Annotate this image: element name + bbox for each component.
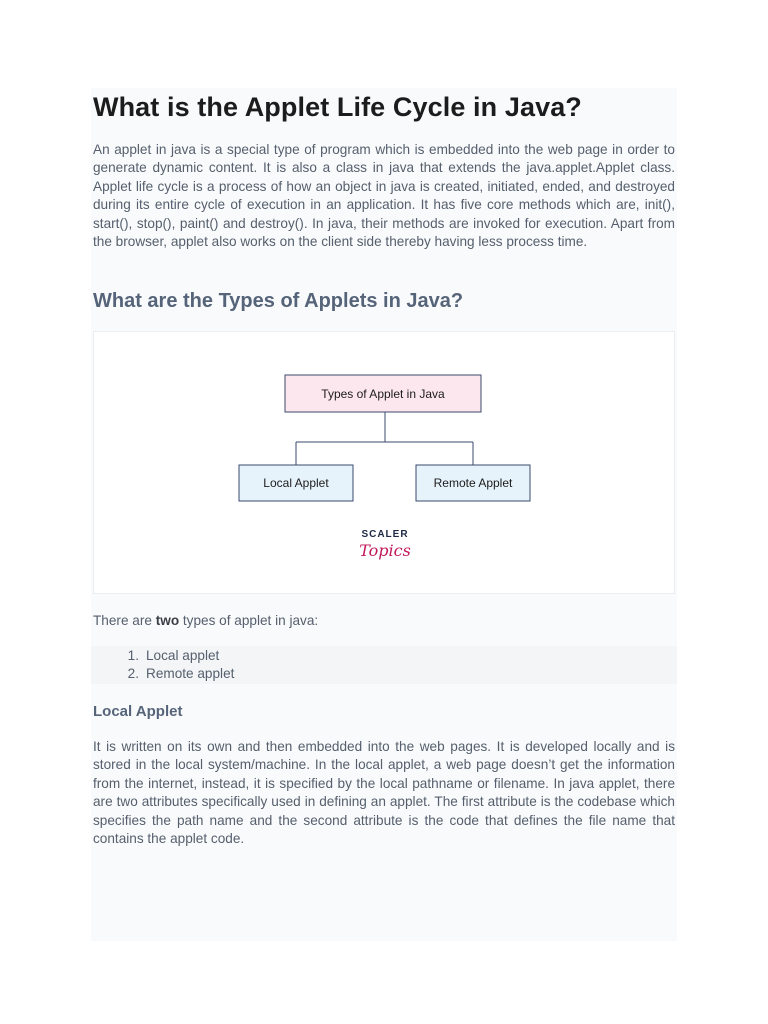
applet-types-diagram [93,331,675,594]
scaler-logo-text: SCALER [361,529,409,540]
local-applet-label: Local Applet [263,476,329,490]
list-item [93,665,234,683]
count-emphasis: two [155,613,180,628]
page-title: What is the Applet Life Cycle in Java? [93,92,582,122]
types-lead-text: There are two types of applet in java: [93,613,319,628]
list-item [93,647,234,665]
list-item-label: Local applet [146,648,220,663]
list-item-number: 1. [127,648,139,663]
local-applet-heading: Local Applet [93,703,183,720]
types-heading: What are the Types of Applets in Java? [93,290,464,312]
topics-logo-text: Topics [359,541,411,560]
list-item-label: Remote applet [146,666,235,681]
remote-applet-label: Remote Applet [433,476,513,490]
applet-types-list [93,647,234,683]
diagram-svg [94,332,676,595]
list-item-number: 2. [127,666,139,681]
local-applet-paragraph: It is written on its own and then embedded into the web pages. It is developed locally and is stored in the local system/machine. In the local applet, a web page doesn’t get the information from the internet, instead, it is specified by the local pathname or filename. In java applet, there are two attributes specifically used in defining an applet. The first attribute is the codebase which specifies the path name and the second attribute is the code that defines the file name that contains the applet code. [93,739,675,847]
root-node-label: Types of Applet in Java [321,387,445,401]
intro-paragraph: An applet in java is a special type of program which is embedded into the web page in order to generate dynamic content. It is also a class in java that extends the java.applet.Applet class. Applet life cycle is a process of how an object in java is created, initiated, ended, and destroyed during its entire cycle of execution in an application. It has five core methods which are, init(), start(), stop(), paint() and destroy(). In java, their methods are invoked for execution. Apart from the browser, applet also works on the client side thereby having less process time. [93,142,675,250]
